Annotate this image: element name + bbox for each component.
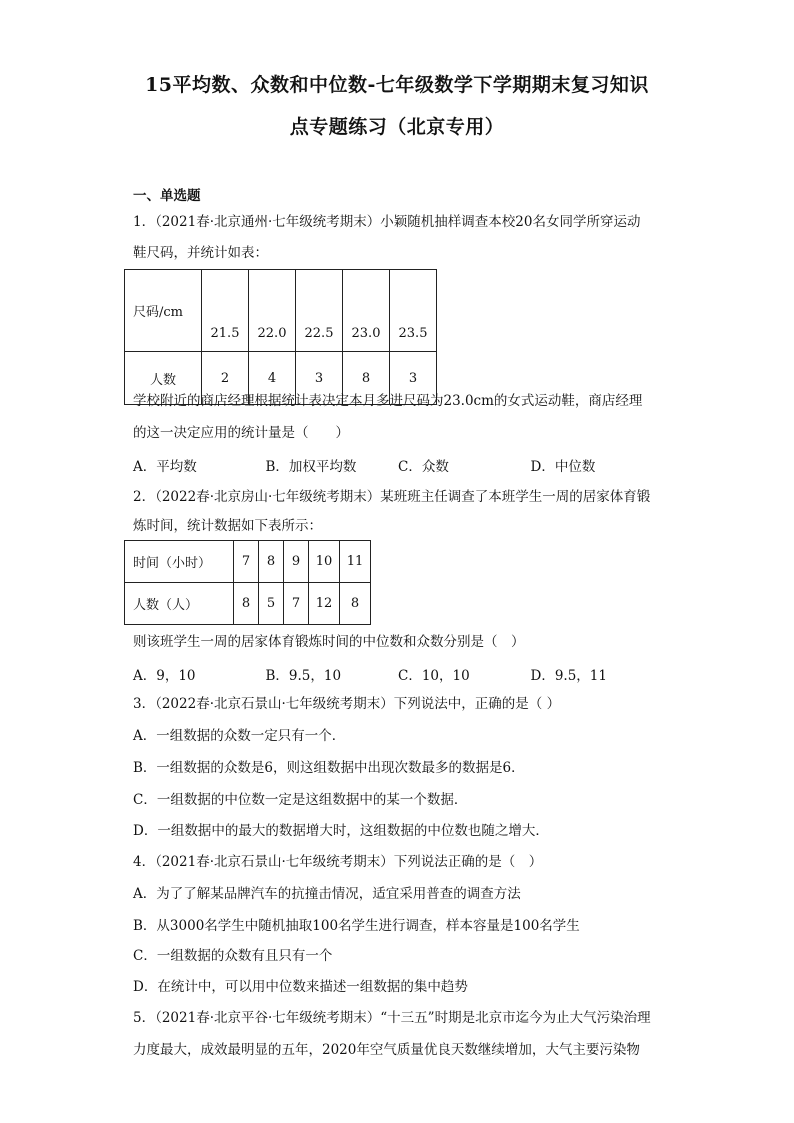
q1-table-cell: 23.5	[390, 270, 437, 352]
q2-table-cell: 11	[340, 541, 371, 583]
q2-table-header-time: 时间（小时）	[125, 541, 234, 583]
q1-option-a: A．平均数	[133, 459, 197, 475]
q2-table-header-count: 人数（人）	[125, 583, 234, 625]
q2-table-cell: 10	[309, 541, 340, 583]
q1-option-b: B．加权平均数	[265, 459, 357, 475]
q2-table-cell: 8	[340, 583, 371, 625]
q1-stem-line-4: 的这一决定应用的统计量是（ ）	[133, 425, 349, 441]
q5-stem-line-1: 5．（2021春·北京平谷·七年级统考期末）“十三五”时期是北京市迄今为止大气污染治理	[133, 1010, 651, 1026]
q2-table-cell: 7	[284, 583, 309, 625]
q2-option-d: D．9.5，11	[530, 668, 607, 684]
q2-table-row-time	[125, 541, 371, 583]
q1-table-cell: 2	[202, 352, 249, 405]
q2-table-cell: 9	[284, 541, 309, 583]
q3-option-d: D．一组数据中的最大的数据增大时，这组数据的中位数也随之增大．	[133, 823, 549, 839]
q1-table-cell: 22.0	[249, 270, 296, 352]
q1-table-cell: 3	[296, 352, 343, 405]
q2-table-cell: 8	[259, 541, 284, 583]
q2-options	[133, 664, 663, 684]
q1-table-row-size	[125, 270, 437, 352]
q1-table-cell: 23.0	[343, 270, 390, 352]
q1-table-cell: 3	[390, 352, 437, 405]
q1-option-d: D．中位数	[530, 459, 596, 475]
q1-stem-line-2: 鞋尺码，并统计如表：	[133, 245, 268, 261]
document-title-line-1: 15平均数、众数和中位数-七年级数学下学期期末复习知识	[145, 74, 649, 96]
q4-option-c: C．一组数据的众数有且只有一个	[133, 948, 333, 964]
q4-stem: 4．（2021春·北京石景山·七年级统考期末）下列说法正确的是（ ）	[133, 854, 543, 870]
q4-option-d: D．在统计中，可以用中位数来描述一组数据的集中趋势	[133, 979, 468, 995]
q1-table-cell: 4	[249, 352, 296, 405]
q1-table	[124, 269, 437, 405]
q3-option-a: A．一组数据的众数一定只有一个．	[133, 728, 346, 744]
q3-option-c: C．一组数据的中位数一定是这组数据中的某一个数据．	[133, 792, 468, 808]
q1-table-cell: 21.5	[202, 270, 249, 352]
q1-table-cell: 8	[343, 352, 390, 405]
q2-table-cell: 8	[234, 583, 259, 625]
q1-options	[133, 455, 663, 475]
q3-stem: 3．（2022春·北京石景山·七年级统考期末）下列说法中，正确的是（ ）	[133, 696, 561, 712]
document-title-line-2: 点专题练习（北京专用）	[289, 116, 505, 138]
q1-table-header-size: 尺码/cm	[125, 270, 202, 352]
q2-stem-line-2: 炼时间，统计数据如下表所示：	[133, 518, 322, 534]
q4-option-b: B．从3000名学生中随机抽取100名学生进行调查，样本容量是100名学生	[133, 918, 580, 934]
q3-option-b: B．一组数据的众数是6，则这组数据中出现次数最多的数据是6．	[133, 760, 525, 776]
q2-table-row-count	[125, 583, 371, 625]
q2-option-b: B．9.5，10	[265, 668, 342, 684]
section-heading: 一、单选题	[133, 188, 201, 204]
q2-table	[124, 540, 371, 625]
q2-table-cell: 7	[234, 541, 259, 583]
q2-table-cell: 5	[259, 583, 284, 625]
q1-table-header-count: 人数	[125, 352, 202, 405]
q5-stem-line-2: 力度最大，成效最明显的五年，2020年空气质量优良天数继续增加，大气主要污染物	[133, 1042, 640, 1058]
q2-stem-line-1: 2．（2022春·北京房山·七年级统考期末）某班班主任调查了本班学生一周的居家体育锻	[133, 489, 651, 505]
q1-stem-line-1: 1．（2021春·北京通州·七年级统考期末）小颖随机抽样调查本校20名女同学所穿运动	[133, 214, 641, 230]
q1-option-c: C．众数	[398, 459, 449, 475]
q2-stem-line-3: 则该班学生一周的居家体育锻炼时间的中位数和众数分别是（ ）	[133, 634, 525, 650]
q2-option-c: C．10，10	[398, 668, 470, 684]
q2-option-a: A．9，10	[133, 668, 196, 684]
q1-table-cell: 22.5	[296, 270, 343, 352]
q1-stem-line-3: 学校附近的商店经理根据统计表决定本月多进尺码为23.0cm的女式运动鞋，商店经理	[133, 393, 643, 409]
q2-table-cell: 12	[309, 583, 340, 625]
q4-option-a: A．为了了解某品牌汽车的抗撞击情况，适宜采用普查的调查方法	[133, 886, 521, 902]
